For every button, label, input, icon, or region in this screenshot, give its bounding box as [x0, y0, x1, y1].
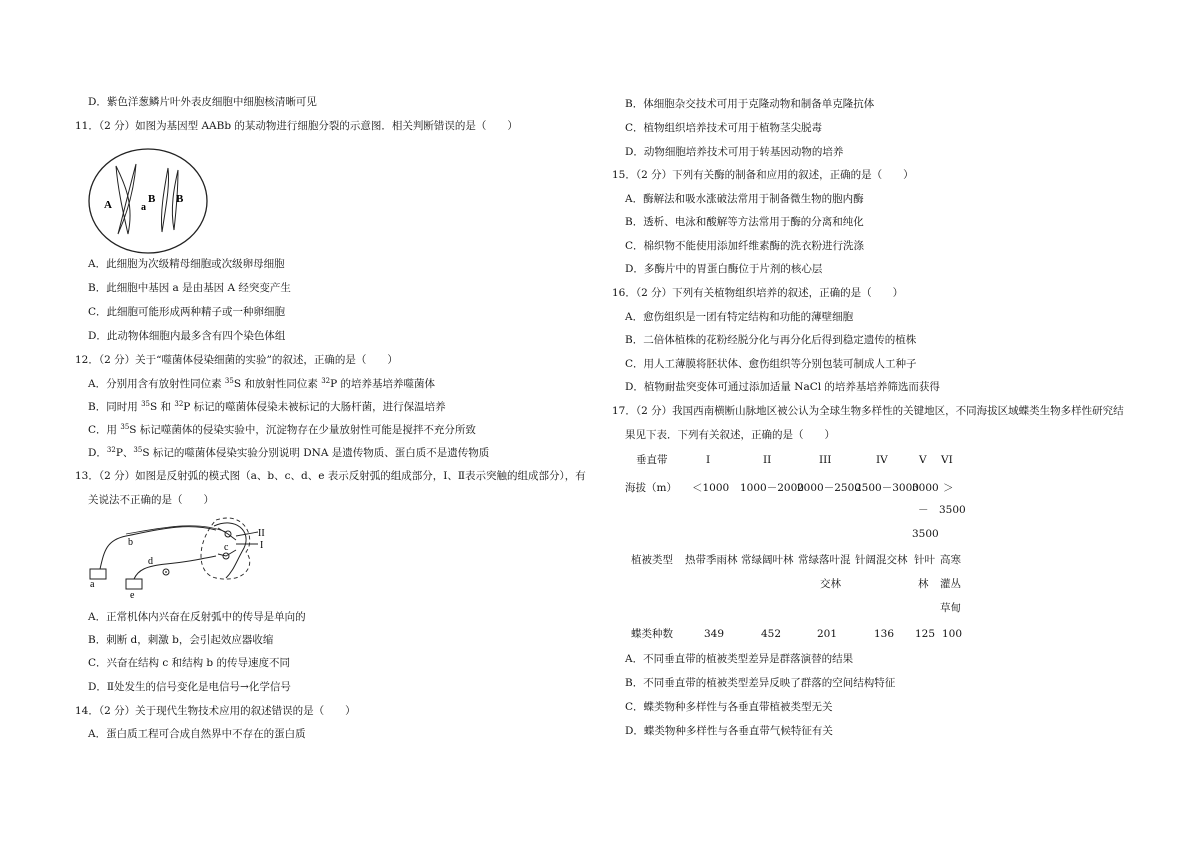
q14-option-c: C．植物组织培养技术可用于植物茎尖脱毒 — [625, 122, 823, 134]
q17-option-c: C．蝶类物种多样性与各垂直带植被类型无关 — [625, 701, 833, 713]
q13-option-d: D．Ⅱ处发生的信号变化是电信号→化学信号 — [88, 681, 291, 693]
table-veg-3-cont: 交林 — [820, 578, 841, 590]
q16-option-b: B．二倍体植株的花粉经脱分化与再分化后得到稳定遗传的植株 — [625, 334, 917, 346]
q14-option-a: A．蛋白质工程可合成自然界中不存在的蛋白质 — [88, 728, 306, 740]
table-alt-4: 2500－3000 — [855, 482, 919, 494]
q11-option-b: B．此细胞中基因 a 是由基因 A 经突变产生 — [88, 282, 291, 294]
table-veg-2: 常绿阔叶林 — [741, 554, 794, 566]
q13-stem-line2: 关说法不正确的是（ ） — [88, 494, 214, 506]
table-alt-3: 2000－2500 — [797, 482, 861, 494]
table-alt-5-value: 3500 — [912, 528, 939, 540]
q14-option-d: D．动物细胞培养技术可用于转基因动物的培养 — [625, 146, 844, 158]
q16-stem: 16．（2 分）下列有关植物组织培养的叙述，正确的是（ ） — [612, 287, 904, 299]
label-I: I — [260, 540, 264, 551]
q17-option-b: B．不同垂直带的植被类型差异反映了群落的空间结构特征 — [625, 677, 896, 689]
table-species-4: 136 — [874, 628, 895, 640]
table-header-vegetation: 植被类型 — [631, 554, 673, 566]
table-zone-5: V — [919, 454, 927, 466]
table-species-5: 125 — [915, 628, 936, 640]
q15-stem: 15．（2 分）下列有关酶的制备和应用的叙述，正确的是（ ） — [612, 169, 914, 181]
q10-option-d: D．紫色洋葱鳞片叶外表皮细胞中细胞核清晰可见 — [88, 96, 317, 108]
q12-option-d: D．$^{32}$P、$^{35}$S 标记的噬菌体侵染实验分别说明 DNA 是遗传物质、蛋白质不是遗传物质 — [88, 446, 490, 459]
table-zone-3: III — [819, 454, 832, 466]
table-zone-4: IV — [876, 454, 888, 466]
table-species-6: 100 — [942, 628, 963, 640]
table-veg-6-cont: 灌丛 — [940, 578, 961, 590]
table-zone-1: I — [706, 454, 711, 466]
table-species-1: 349 — [704, 628, 725, 640]
label-d: d — [148, 556, 153, 567]
label-A: A — [104, 199, 112, 211]
table-header-species: 蝶类种数 — [631, 628, 673, 640]
q13-stem-line1: 13．（2 分）如图是反射弧的模式图（a、b、c、d、e 表示反射弧的组成部分，Ⅰ、Ⅱ表示突触的组成部分），有 — [75, 470, 586, 482]
table-species-2: 452 — [761, 628, 782, 640]
table-veg-4: 针阔混交林 — [855, 554, 908, 566]
q13-option-c: C．兴奋在结构 c 和结构 b 的传导速度不同 — [88, 657, 290, 669]
q16-option-a: A．愈伤组织是一团有特定结构和功能的薄壁细胞 — [625, 311, 854, 323]
q12-option-a: A．分别用含有放射性同位素 $^{35}$S 和放射性同位素 $^{32}$P 的培养基培养噬菌体 — [88, 377, 436, 390]
q17-option-a: A．不同垂直带的植被类型差异是群落演替的结果 — [625, 653, 854, 665]
table-veg-5-cont: 林 — [918, 578, 929, 590]
q17-stem-line1: 17．（2 分）我国西南横断山脉地区被公认为全球生物多样性的关键地区，不同海拔区域蝶类生物多样性研究结 — [612, 405, 1124, 417]
reflex-arc-figure — [86, 512, 278, 602]
q13-option-b: B．刺断 d，刺激 b，会引起效应器收缩 — [88, 634, 274, 646]
q13-option-a: A．正常机体内兴奋在反射弧中的传导是单向的 — [88, 611, 306, 623]
table-header-zone: 垂直带 — [636, 454, 668, 466]
q11-option-d: D．此动物体细胞内最多含有四个染色体组 — [88, 330, 286, 342]
q17-stem-line2: 果见下表．下列有关叙述，正确的是（ ） — [625, 429, 835, 441]
q15-option-c: C．棉织物不能使用添加纤维素酶的洗衣粉进行洗涤 — [625, 240, 865, 252]
label-B-right: B — [176, 193, 184, 205]
table-alt-6-value: 3500 — [939, 504, 966, 516]
q16-option-c: C．用人工薄膜将胚状体、愈伤组织等分别包装可制成人工种子 — [625, 358, 917, 370]
table-zone-2: II — [763, 454, 772, 466]
q14-option-b: B．体细胞杂交技术可用于克隆动物和制备单克隆抗体 — [625, 98, 875, 110]
table-alt-5-dash: － — [918, 504, 929, 516]
table-veg-6-cont2: 草甸 — [940, 602, 961, 614]
q15-option-b: B．透析、电泳和酸解等方法常用于酶的分离和纯化 — [625, 216, 864, 228]
label-a: a — [141, 202, 146, 213]
table-veg-6: 高寒 — [940, 554, 961, 566]
label-II: II — [258, 528, 265, 539]
label-e: e — [130, 590, 135, 601]
q14-stem: 14．（2 分）关于现代生物技术应用的叙述错误的是（ ） — [75, 705, 356, 717]
label-a: a — [90, 579, 95, 590]
label-c: c — [224, 542, 229, 553]
table-species-3: 201 — [817, 628, 838, 640]
q12-stem: 12．（2 分）关于“噬菌体侵染细菌的实验”的叙述，正确的是（ ） — [75, 354, 398, 366]
q12-option-c: C．用 $^{35}$S 标记噬菌体的侵染实验中，沉淀物存在少量放射性可能是搅拌不充分所致 — [88, 423, 476, 436]
table-zone-6: VI — [941, 454, 953, 466]
cell-division-figure — [86, 146, 210, 256]
label-b: b — [128, 537, 133, 548]
q16-option-d: D．植物耐盐突变体可通过添加适量 NaCl 的培养基培养筛选而获得 — [625, 381, 940, 393]
q11-option-c: C．此细胞可能形成两种精子或一种卵细胞 — [88, 306, 286, 318]
table-alt-2: 1000－2000 — [740, 482, 804, 494]
table-alt-6: ＞ — [943, 482, 954, 494]
table-header-altitude: 海拔（m） — [625, 482, 677, 494]
q11-stem: 11．（2 分）如图为基因型 AABb 的某动物进行细胞分裂的示意图．相关判断错误的是（ ） — [75, 120, 518, 132]
table-veg-3: 常绿落叶混 — [798, 554, 851, 566]
table-veg-1: 热带季雨林 — [685, 554, 738, 566]
q15-option-d: D．多酶片中的胃蛋白酶位于片剂的核心层 — [625, 263, 823, 275]
table-alt-5: 3000 — [912, 482, 939, 494]
q17-option-d: D．蝶类物种多样性与各垂直带气候特征有关 — [625, 725, 833, 737]
label-B-left: B — [148, 193, 156, 205]
q12-option-b: B．同时用 $^{35}$S 和 $^{32}$P 标记的噬菌体侵染未被标记的大肠杆菌，进行保温培养 — [88, 400, 446, 413]
table-veg-5: 针叶 — [914, 554, 935, 566]
q11-option-a: A．此细胞为次级精母细胞或次级卵母细胞 — [88, 258, 285, 270]
q15-option-a: A．酶解法和吸水涨破法常用于制备微生物的胞内酶 — [625, 193, 864, 205]
table-alt-1: ＜1000 — [692, 482, 730, 494]
